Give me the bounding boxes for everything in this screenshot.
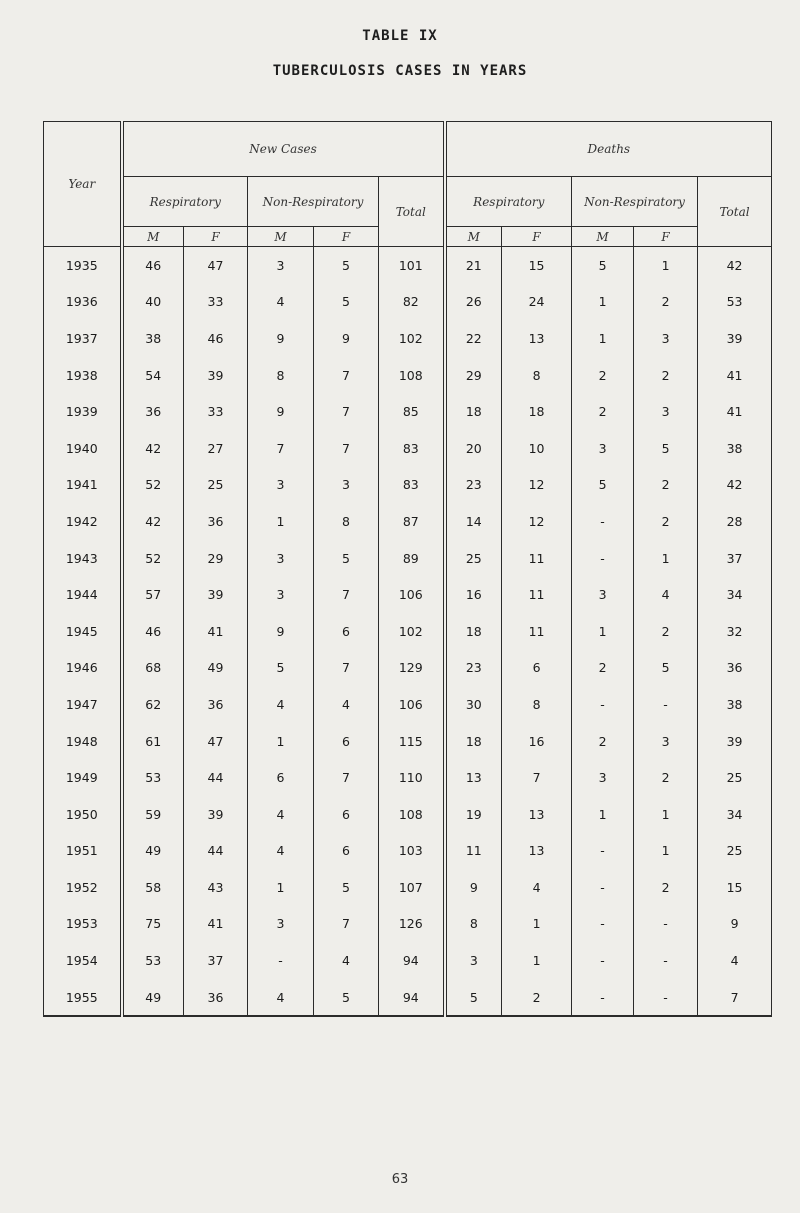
header-m: M xyxy=(248,227,314,247)
table-cell: 108 xyxy=(379,357,445,394)
table-cell: 27 xyxy=(184,430,248,467)
table-cell: 4 xyxy=(314,686,379,723)
table-cell: 10 xyxy=(502,430,572,467)
table-cell: 6 xyxy=(314,833,379,870)
table-cell: 4 xyxy=(502,869,572,906)
table-number: TABLE IX xyxy=(362,28,438,44)
table-cell: 46 xyxy=(122,247,184,284)
header-deaths: Deaths xyxy=(445,122,772,177)
table-cell: 9 xyxy=(248,393,314,430)
table-cell: 7 xyxy=(502,759,572,796)
header-deaths-respiratory: Respiratory xyxy=(445,177,572,227)
table-row xyxy=(44,284,772,321)
table-cell: 28 xyxy=(698,503,772,540)
table-cell: 3 xyxy=(248,247,314,284)
table-title: TUBERCULOSIS CASES IN YEARS xyxy=(272,63,528,79)
table-row xyxy=(44,540,772,577)
table-cell: 9 xyxy=(248,613,314,650)
year-cell: 1948 xyxy=(44,723,122,760)
table-cell: 3 xyxy=(634,320,698,357)
table-cell: 19 xyxy=(445,796,502,833)
table-cell: 3 xyxy=(445,942,502,979)
table-cell: 41 xyxy=(698,357,772,394)
table-cell: 5 xyxy=(572,247,634,284)
table-cell: 5 xyxy=(248,650,314,687)
table-row xyxy=(44,833,772,870)
table-cell: 8 xyxy=(248,357,314,394)
table-cell: - xyxy=(634,686,698,723)
table-cell: 1 xyxy=(248,869,314,906)
table-row xyxy=(44,247,772,284)
table-row xyxy=(44,979,772,1017)
table-cell: 26 xyxy=(445,284,502,321)
table-cell: 21 xyxy=(445,247,502,284)
table-cell: 115 xyxy=(379,723,445,760)
header-f: F xyxy=(314,227,379,247)
table-cell: 9 xyxy=(314,320,379,357)
table-cell: 41 xyxy=(698,393,772,430)
table-cell: 4 xyxy=(248,833,314,870)
table-row xyxy=(44,906,772,943)
year-cell: 1951 xyxy=(44,833,122,870)
table-cell: 7 xyxy=(698,979,772,1017)
table-cell: 11 xyxy=(502,540,572,577)
table-cell: 2 xyxy=(634,869,698,906)
table-row xyxy=(44,357,772,394)
table-cell: 44 xyxy=(184,759,248,796)
table-cell: 25 xyxy=(184,467,248,504)
table-cell: 30 xyxy=(445,686,502,723)
table-cell: 4 xyxy=(314,942,379,979)
table-cell: 106 xyxy=(379,576,445,613)
table-row xyxy=(44,613,772,650)
table-cell: 6 xyxy=(248,759,314,796)
table-cell: 61 xyxy=(122,723,184,760)
year-cell: 1943 xyxy=(44,540,122,577)
table-cell: - xyxy=(572,869,634,906)
table-cell: 13 xyxy=(502,320,572,357)
table-cell: 43 xyxy=(184,869,248,906)
table-row xyxy=(44,723,772,760)
table-cell: 37 xyxy=(698,540,772,577)
table-cell: 83 xyxy=(379,467,445,504)
table-cell: 24 xyxy=(502,284,572,321)
table-cell: 25 xyxy=(698,759,772,796)
table-cell: 3 xyxy=(248,540,314,577)
table-cell: 36 xyxy=(122,393,184,430)
table-body xyxy=(44,247,772,1017)
header-m: M xyxy=(572,227,634,247)
table-cell: 2 xyxy=(572,393,634,430)
table-cell: 1 xyxy=(572,796,634,833)
table-cell: 85 xyxy=(379,393,445,430)
header-new-total: Total xyxy=(379,177,445,247)
table-cell: 13 xyxy=(445,759,502,796)
table-cell: 82 xyxy=(379,284,445,321)
table-row xyxy=(44,467,772,504)
table-cell: 1 xyxy=(572,320,634,357)
table-cell: 8 xyxy=(502,686,572,723)
table-cell: 3 xyxy=(572,430,634,467)
table-cell: 41 xyxy=(184,613,248,650)
table-row xyxy=(44,503,772,540)
table-cell: - xyxy=(248,942,314,979)
table-cell: 7 xyxy=(314,576,379,613)
table-cell: 23 xyxy=(445,467,502,504)
table-cell: - xyxy=(634,906,698,943)
table-cell: 5 xyxy=(314,869,379,906)
table-cell: - xyxy=(572,833,634,870)
table-cell: 47 xyxy=(184,247,248,284)
table-cell: - xyxy=(572,942,634,979)
table-row xyxy=(44,393,772,430)
table-cell: 1 xyxy=(634,247,698,284)
table-cell: 94 xyxy=(379,979,445,1017)
table-row xyxy=(44,686,772,723)
table-cell: 14 xyxy=(445,503,502,540)
table-cell: - xyxy=(572,686,634,723)
table-cell: 2 xyxy=(572,650,634,687)
table-cell: 8 xyxy=(502,357,572,394)
table-cell: 53 xyxy=(122,942,184,979)
table-cell: 38 xyxy=(698,686,772,723)
table-cell: 11 xyxy=(502,613,572,650)
header-deaths-total: Total xyxy=(698,177,772,247)
table-cell: 39 xyxy=(184,576,248,613)
table-cell: 1 xyxy=(502,906,572,943)
table-cell: 39 xyxy=(184,796,248,833)
table-cell: 5 xyxy=(314,540,379,577)
table-cell: 62 xyxy=(122,686,184,723)
year-cell: 1949 xyxy=(44,759,122,796)
year-cell: 1939 xyxy=(44,393,122,430)
table-cell: 3 xyxy=(634,393,698,430)
table-cell: 3 xyxy=(314,467,379,504)
table-cell: 107 xyxy=(379,869,445,906)
table-cell: 29 xyxy=(184,540,248,577)
year-cell: 1944 xyxy=(44,576,122,613)
table-cell: 49 xyxy=(122,833,184,870)
table-cell: 7 xyxy=(248,430,314,467)
table-cell: 33 xyxy=(184,284,248,321)
header-m: M xyxy=(445,227,502,247)
table-cell: 1 xyxy=(634,833,698,870)
table-cell: 2 xyxy=(634,357,698,394)
table-cell: 42 xyxy=(122,430,184,467)
header-new-non-respiratory: Non-Respiratory xyxy=(248,177,379,227)
table-cell: 52 xyxy=(122,540,184,577)
table-cell: 12 xyxy=(502,503,572,540)
table-cell: 33 xyxy=(184,393,248,430)
year-cell: 1938 xyxy=(44,357,122,394)
table-cell: 129 xyxy=(379,650,445,687)
table-cell: 87 xyxy=(379,503,445,540)
year-cell: 1947 xyxy=(44,686,122,723)
table-cell: 1 xyxy=(634,540,698,577)
tuberculosis-table xyxy=(43,121,771,1051)
table-cell: 106 xyxy=(379,686,445,723)
table-row xyxy=(44,430,772,467)
table-cell: 54 xyxy=(122,357,184,394)
table-cell: 102 xyxy=(379,320,445,357)
table-cell: 36 xyxy=(184,503,248,540)
table-cell: 1 xyxy=(248,503,314,540)
table-cell: 18 xyxy=(502,393,572,430)
table-cell: 5 xyxy=(634,430,698,467)
table-cell: 36 xyxy=(184,686,248,723)
table-cell: 13 xyxy=(502,796,572,833)
table-cell: 59 xyxy=(122,796,184,833)
table-cell: 3 xyxy=(634,723,698,760)
table-cell: 3 xyxy=(248,467,314,504)
table-cell: 3 xyxy=(248,576,314,613)
table-cell: 58 xyxy=(122,869,184,906)
table-cell: 3 xyxy=(572,759,634,796)
table-cell: 36 xyxy=(184,979,248,1017)
table-cell: 6 xyxy=(502,650,572,687)
table-cell: 25 xyxy=(445,540,502,577)
table-cell: 5 xyxy=(634,650,698,687)
table-cell: 4 xyxy=(634,576,698,613)
table-cell: 20 xyxy=(445,430,502,467)
table-cell: 5 xyxy=(314,979,379,1017)
table-cell: 49 xyxy=(122,979,184,1017)
table-cell: 7 xyxy=(314,357,379,394)
year-cell: 1937 xyxy=(44,320,122,357)
table-cell: 7 xyxy=(314,430,379,467)
table-cell: 1 xyxy=(634,796,698,833)
table-cell: 1 xyxy=(248,723,314,760)
table-cell: 83 xyxy=(379,430,445,467)
year-cell: 1946 xyxy=(44,650,122,687)
table-cell: 7 xyxy=(314,759,379,796)
header-new-cases: New Cases xyxy=(122,122,445,177)
year-cell: 1953 xyxy=(44,906,122,943)
header-f: F xyxy=(634,227,698,247)
table-row xyxy=(44,942,772,979)
table-row xyxy=(44,320,772,357)
table-cell: 16 xyxy=(445,576,502,613)
table-cell: 4 xyxy=(248,979,314,1017)
table-cell: 39 xyxy=(698,320,772,357)
table-cell: 110 xyxy=(379,759,445,796)
table-cell: 49 xyxy=(184,650,248,687)
table-cell: 42 xyxy=(698,247,772,284)
table-cell: 103 xyxy=(379,833,445,870)
table-cell: 102 xyxy=(379,613,445,650)
table-cell: 46 xyxy=(184,320,248,357)
year-cell: 1952 xyxy=(44,869,122,906)
table-cell: 36 xyxy=(698,650,772,687)
table-cell: 25 xyxy=(698,833,772,870)
table-cell: - xyxy=(572,979,634,1017)
table-cell: 15 xyxy=(698,869,772,906)
year-cell: 1940 xyxy=(44,430,122,467)
header-new-respiratory: Respiratory xyxy=(122,177,248,227)
table-cell: 39 xyxy=(698,723,772,760)
table-cell: 37 xyxy=(184,942,248,979)
header-f: F xyxy=(502,227,572,247)
table-cell: 29 xyxy=(445,357,502,394)
header-f: F xyxy=(184,227,248,247)
year-cell: 1941 xyxy=(44,467,122,504)
year-cell: 1945 xyxy=(44,613,122,650)
table-cell: 15 xyxy=(502,247,572,284)
table-cell: 13 xyxy=(502,833,572,870)
table-cell: 7 xyxy=(314,650,379,687)
table-cell: 34 xyxy=(698,796,772,833)
table-cell: 3 xyxy=(572,576,634,613)
table-cell: 52 xyxy=(122,467,184,504)
header-year: Year xyxy=(44,122,122,247)
table-cell: 9 xyxy=(698,906,772,943)
table-cell: 5 xyxy=(572,467,634,504)
year-cell: 1935 xyxy=(44,247,122,284)
table-cell: 2 xyxy=(634,467,698,504)
table-cell: 38 xyxy=(122,320,184,357)
table-cell: 38 xyxy=(698,430,772,467)
table-cell: 4 xyxy=(248,284,314,321)
table-cell: 6 xyxy=(314,796,379,833)
table-cell: 3 xyxy=(248,906,314,943)
table-cell: 18 xyxy=(445,723,502,760)
table-cell: 44 xyxy=(184,833,248,870)
table-cell: 40 xyxy=(122,284,184,321)
table-cell: 89 xyxy=(379,540,445,577)
header-m: M xyxy=(122,227,184,247)
table-cell: 57 xyxy=(122,576,184,613)
table-cell: 5 xyxy=(314,284,379,321)
page-number: 63 xyxy=(391,1172,409,1187)
table-cell: 22 xyxy=(445,320,502,357)
table-cell: 1 xyxy=(572,613,634,650)
year-cell: 1942 xyxy=(44,503,122,540)
table-cell: 4 xyxy=(248,796,314,833)
table-cell: 7 xyxy=(314,906,379,943)
table-cell: 23 xyxy=(445,650,502,687)
table-cell: 126 xyxy=(379,906,445,943)
table-cell: 16 xyxy=(502,723,572,760)
table-cell: 1 xyxy=(572,284,634,321)
table-cell: 2 xyxy=(634,613,698,650)
year-cell: 1955 xyxy=(44,979,122,1017)
table-row xyxy=(44,759,772,796)
table-cell: 2 xyxy=(502,979,572,1017)
table-cell: 75 xyxy=(122,906,184,943)
table-cell: 2 xyxy=(634,503,698,540)
table-cell: 41 xyxy=(184,906,248,943)
table-cell: 2 xyxy=(572,723,634,760)
table-cell: 2 xyxy=(572,357,634,394)
table-cell: 53 xyxy=(122,759,184,796)
table-cell: 39 xyxy=(184,357,248,394)
table-cell: 8 xyxy=(314,503,379,540)
year-cell: 1954 xyxy=(44,942,122,979)
year-cell: 1936 xyxy=(44,284,122,321)
table-cell: 42 xyxy=(122,503,184,540)
table-cell: 12 xyxy=(502,467,572,504)
table-cell: - xyxy=(634,942,698,979)
table-cell: 9 xyxy=(445,869,502,906)
table-cell: 6 xyxy=(314,723,379,760)
table-cell: 11 xyxy=(445,833,502,870)
table-cell: 108 xyxy=(379,796,445,833)
table-cell: 9 xyxy=(248,320,314,357)
table-cell: 101 xyxy=(379,247,445,284)
table-cell: 53 xyxy=(698,284,772,321)
table-cell: 2 xyxy=(634,284,698,321)
table-cell: 2 xyxy=(634,759,698,796)
table-cell: 5 xyxy=(445,979,502,1017)
table-cell: 7 xyxy=(314,393,379,430)
table-cell: - xyxy=(572,540,634,577)
table-cell: 5 xyxy=(314,247,379,284)
table-cell: 46 xyxy=(122,613,184,650)
table-cell: 18 xyxy=(445,613,502,650)
table-cell: 4 xyxy=(248,686,314,723)
table-row xyxy=(44,869,772,906)
table-row xyxy=(44,576,772,613)
table-row xyxy=(44,650,772,687)
table-cell: 11 xyxy=(502,576,572,613)
table-cell: - xyxy=(572,906,634,943)
header-deaths-non-respiratory: Non-Respiratory xyxy=(572,177,698,227)
table-cell: 8 xyxy=(445,906,502,943)
table-row xyxy=(44,796,772,833)
table-cell: 4 xyxy=(698,942,772,979)
table-cell: - xyxy=(572,503,634,540)
table-cell: 1 xyxy=(502,942,572,979)
table-cell: 18 xyxy=(445,393,502,430)
table-cell: 34 xyxy=(698,576,772,613)
table-cell: 42 xyxy=(698,467,772,504)
table-cell: 94 xyxy=(379,942,445,979)
table-cell: 6 xyxy=(314,613,379,650)
table-cell: 47 xyxy=(184,723,248,760)
table-cell: 32 xyxy=(698,613,772,650)
table-cell: 68 xyxy=(122,650,184,687)
year-cell: 1950 xyxy=(44,796,122,833)
table-cell: - xyxy=(634,979,698,1017)
